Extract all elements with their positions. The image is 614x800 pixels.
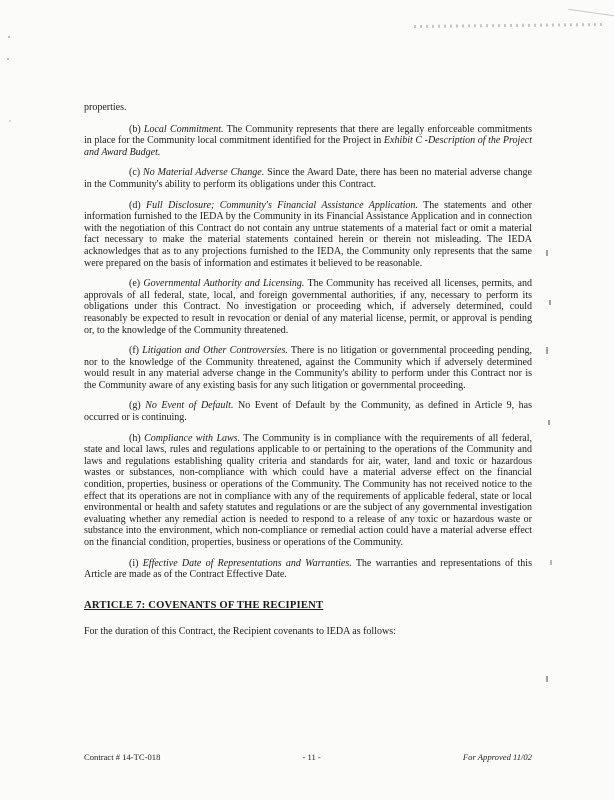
page-body: [84, 102, 532, 638]
paragraph-segment: The warranties and representations of this Article are made as of the Contract Effective Date.: [84, 557, 532, 581]
page-footer: [84, 752, 532, 762]
paragraph-segment-italic: Effective Date of Representations and Warranties.: [142, 557, 352, 569]
scan-artifact-tick: [548, 420, 550, 425]
scan-artifact-faint-text: [414, 23, 604, 28]
paragraph-segment: (e): [129, 278, 144, 290]
paragraph-segment: The statements and other information furnished to the IEDA by the Community in its Financial Assistance Application and in connection with the negotiation of this Contract do not contain any untrue statements of a material fact or omit a material fact necessary to make the material statements contained herein or therein not misleading. The IEDA acknowledges that as to any projections furnished to the IEDA, the Community only represents that the same were prepared on the basis of information and estimates it believed to be reasonable.: [84, 199, 532, 269]
contract-paragraph: [84, 200, 532, 270]
paragraph-segment: Since the Award Date, there has been no material adverse change in the Community's ability to perform its obligations under this Contract.: [84, 167, 532, 190]
paragraph-segment-italic: No Event of Default.: [145, 400, 234, 412]
paragraph-segment: No Event of Default by the Community, as defined in Article 9, has occurred or is continuing.: [84, 400, 532, 424]
paragraph-segment: (h): [129, 432, 145, 444]
article-heading-text: ARTICLE 7: COVENANTS OF THE RECIPIENT: [84, 599, 324, 611]
paragraph-segment-italic: Local Commitment.: [143, 123, 224, 135]
paragraph-segment-italic: Governmental Authority and Licensing.: [143, 278, 305, 290]
paragraph-segment-italic: Exhibit C -Description of the Project and Award Budget.: [84, 135, 532, 158]
paragraph-segment: (f): [129, 345, 143, 357]
paragraph-segment-italic: Litigation and Other Controversies.: [142, 345, 288, 357]
contract-paragraph: [84, 278, 532, 336]
scan-artifact-corner-line: [568, 9, 614, 16]
contract-paragraph: [84, 400, 532, 423]
footer-approval-note: For Approved 11/02: [462, 752, 532, 762]
paragraph-segment-italic: Full Disclosure; Community's Financial Assistance Application.: [146, 199, 418, 211]
footer-page-number: - 11 -: [302, 752, 321, 762]
scan-artifact-tick: [550, 560, 552, 565]
paragraph-segment: (i): [129, 557, 143, 569]
paragraph-segment: (g): [129, 400, 146, 412]
paragraph-segment: The Community has received all licenses, permits, and approvals of all federal, state, local, and foreign governmental authorities, if any, necessary to perform its obligations under this Contract. No investigation or proceeding which, if adversely determined, could reasonably be expected to result in revocation or denial of any material license, permit, or approval is pending or, to the knowledge of the Community threatened.: [84, 278, 532, 336]
paragraph-segment: The Community is in compliance with the requirements of all federal, state and local laws, rules and regulations applicable to or pertaining to the operations of the Community and laws and regulations establishing quality criteria and standards for air, water, land and toxic or hazardous wastes or substances, non-compliance with which could have a material adverse effect on the financial condition, properties, business or operations of the Community. The Community has not received notice to the effect that its operations are not in compliance with any of the requirements of applicable federal, state or local environmental or health and safety statutes and regulations or are the subject of any governmental investigation evaluating whether any remedial action is needed to respond to a release of any toxic or hazardous waste or substance into the environment, which non-compliance or remedial action could have a material adverse effect on the financial condition, properties, business or operations of the Community.: [84, 432, 532, 548]
contract-paragraph: [84, 558, 532, 581]
paragraph-list: [84, 124, 532, 581]
paragraph-segment-italic: No Material Adverse Change.: [143, 167, 265, 179]
paragraph-segment: The Community represents that there are legally enforceable commitments in place for the Community local commitment identified for the Project in: [84, 123, 532, 147]
paragraph-segment: (c): [129, 167, 144, 179]
contract-paragraph: [84, 124, 532, 159]
paragraph-segment: There is no litigation or governmental proceeding pending, nor to the knowledge of the Community threatened, against the Community which if adversely determined would result in any material adverse change in the Community's ability to perform under this Contract nor is the Community aware of any existing basis for any such litigation or governmental proceeding.: [84, 345, 532, 391]
scan-artifact-tick: [549, 300, 551, 305]
scan-artifact-tick: [546, 250, 548, 256]
scan-artifact-speck: [7, 58, 9, 60]
carryover-text: properties.: [84, 102, 127, 113]
footer-contract-number: Contract # 14-TC-018: [84, 752, 161, 762]
contract-paragraph: [84, 345, 532, 391]
contract-paragraph: [84, 433, 532, 549]
scan-artifact-tick: [546, 676, 548, 682]
scan-artifact-speck: [8, 36, 10, 38]
scan-artifact-speck: [9, 120, 11, 122]
scan-artifact-tick: [546, 347, 548, 354]
article-heading: [84, 600, 532, 612]
paragraph-segment: (d): [129, 199, 147, 211]
paragraph-segment: (b): [129, 123, 144, 135]
contract-paragraph: [84, 167, 532, 190]
paragraph-segment-italic: Compliance with Laws.: [144, 432, 241, 444]
closing-text: For the duration of this Contract, the Recipient covenants to IEDA as follows:: [84, 626, 396, 638]
